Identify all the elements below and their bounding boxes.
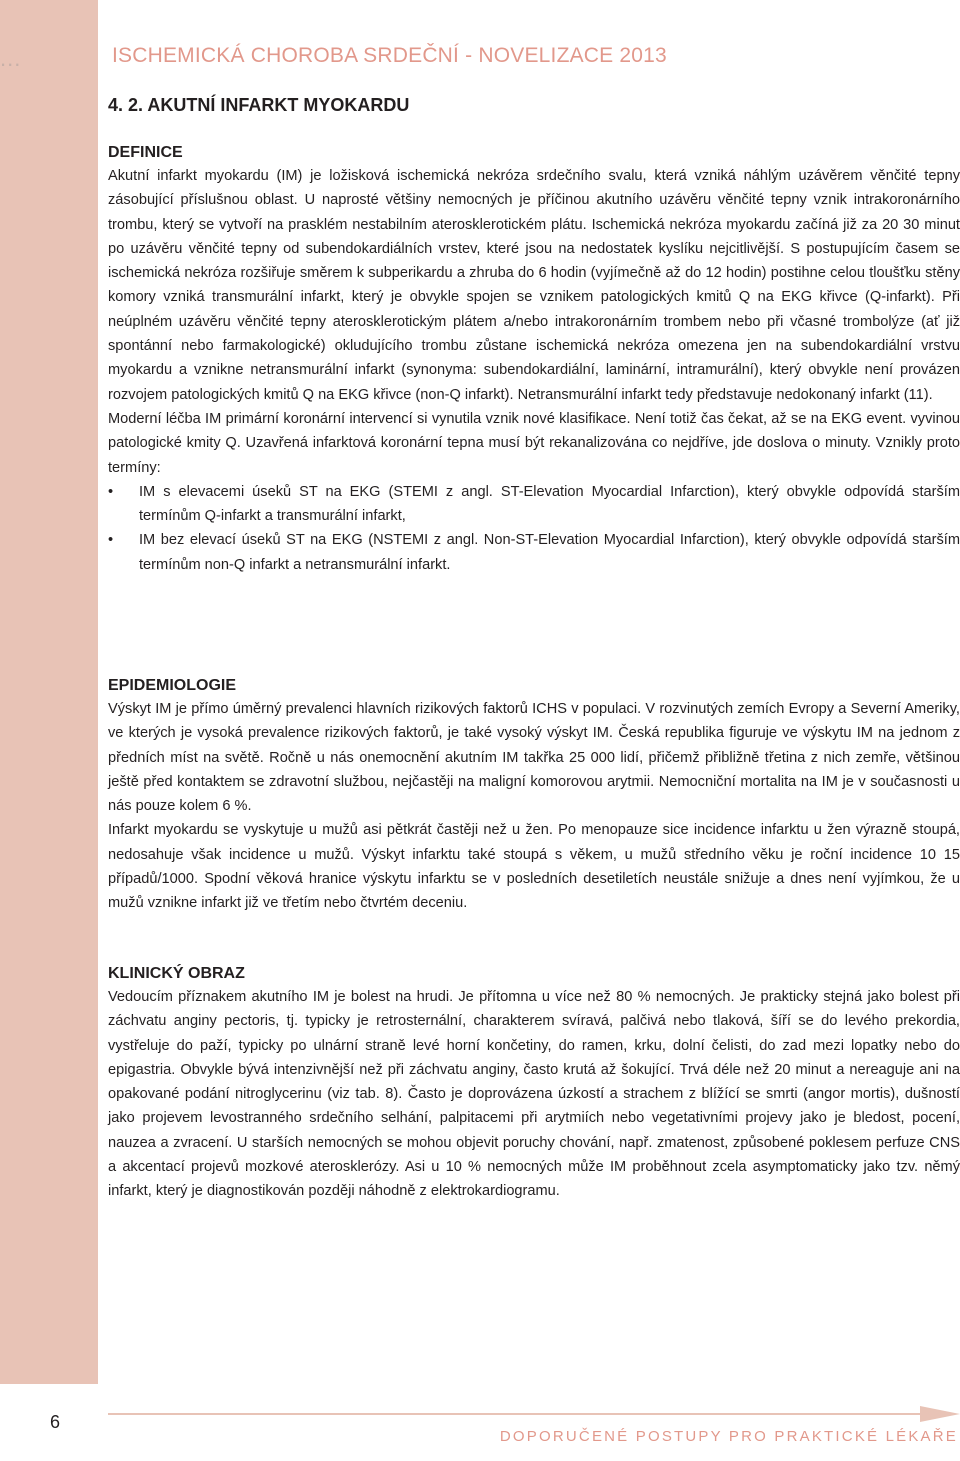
- epidemiologie-paragraph-1: Výskyt IM je přímo úměrný prevalenci hlavních rizikových faktorů ICHS v populaci. V rozvinutých zemích Evropy a Severní Ameriky, ve kterých je vysoká prevalence rizikových faktorů, je také vysoký výskyt IM. Česká republika figuruje ve výskytu IM na jednom z předních míst na světě. Ročně u nás onemocnění akutním IM takřka 25 000 lidí, přičemž přibližně třetina z nich zemře, většinou ještě před kontaktem se zdravotní službou, nejčastěji na maligní komorovou arytmii. Nemocniční mortalita na IM je v současnosti u nás pouze kolem 6 %.: [108, 701, 960, 815]
- klinicky-obraz-section: [108, 963, 960, 1204]
- page-number: 6: [50, 1412, 61, 1432]
- header-title: ISCHEMICKÁ CHOROBA SRDEČNÍ - NOVELIZACE 2013: [112, 44, 667, 67]
- definice-paragraph-1: Akutní infarkt myokardu (IM) je ložisková ischemická nekróza srdečního svalu, která vzniká náhlým uzávěrem věnčité tepny zásobující příslušnou oblast. U naprosté většiny nemocných je příčinou akutního uzávěru věnčité tepny vznik intrakoronárního trombu, který se vytvoří na prasklém nestabilním aterosklerotickém plátu. Ischemická nekróza myokardu začíná již za 20 30 minut po uzávěru věnčité tepny od subendokardiálních vrstev, které jsou na nedostatek kyslíku nejcitlivější. S postupujícím časem se ischemická nekróza rozšiřuje směrem k subperikardu a zhruba do 6 hodin (vyjímečně až do 12 hodin) postihne celou tloušťku stěny komory vzniká transmurální infarkt, který je obvykle spojen se vznikem patologických kmitů Q na EKG křivce (Q-infarkt). Při neúplném uzávěru věnčité tepny aterosklerotickým plátem a/nebo intrakoronárním trombem nebo při včasné trombolýze (ať již spontánní nebo farmakologické) okludujícího trombu zůstane ischemická nekróza omezena jen na subendokardiální vrstvu myokardu a vznikne netransmurální infarkt (synonyma: subendokardiální, laminární, intramurální), který obvykle není provázen rozvojem patologických kmitů Q na EKG křivce (non-Q infarkt). Netransmurální infarkt tedy představuje nedokonaný infarkt (11).: [108, 168, 960, 403]
- footer-text: DOPORUČENÉ POSTUPY PRO PRAKTICKÉ LÉKAŘE: [499, 1428, 958, 1445]
- definice-paragraph-2: Moderní léčba IM primární koronární intervencí si vynutila vznik nové klasifikace. Není totiž čas čekat, až se na EKG event. vyvinou patologické kmity Q. Uzavřená infarktová koronární tepna musí být rekanalizována co nejdříve, jde doslova o minuty. Vznikly proto termíny:: [108, 410, 960, 476]
- epidemiologie-heading: EPIDEMIOLOGIE: [108, 677, 237, 694]
- klinicky-obraz-paragraph: Vedoucím příznakem akutního IM je bolest na hrudi. Je přítomna u více než 80 % nemocných. Je prakticky stejná jako bolest při záchvatu anginy pectoris, tj. typicky je retrosternální, charakterem svíravá, palčivá nebo tlaková, šíří se do levého prekordia, vystřeluje do paží, typicky po ulnární straně levé horní končetiny, do ramen, krku, dolní čelisti, do zad mezi lopatky nebo do epigastria. Obvykle bývá intenzivnější než při záchvatu anginy, často krutá až šokující. Trvá déle než 20 minut a nereaguje ani na opakované podání nitroglycerinu (viz tab. 8). Často je doprovázena úzkostí a strachem z blížící se smrti (angor mortis), dušností jako projevem levostranného srdečního selhání, palpitacemi při arytmiích nebo vegetativními projevy jako je bledost, pocení, nauzea a zvracení. U starších nemocných se mohou objevit poruchy chování, např. zmatenost, způsobené poklesem perfuze CNS a akcentací projevů mozkové aterosklerózy. Asi u 10 % nemocných může IM proběhnout zcela asymptomaticky jako tzv. němý infarkt, který je diagnostikován později náhodně z elektrokardiogramu.: [108, 989, 960, 1200]
- decorative-side-bar: [0, 0, 98, 1461]
- definice-section: [108, 142, 960, 577]
- page-number-box: [0, 1384, 98, 1461]
- section-title: 4. 2. AKUTNÍ INFARKT MYOKARDU: [108, 95, 410, 115]
- header-dots: ...: [0, 46, 22, 71]
- definice-bullet-nstemi: • IM bez elevací úseků ST na EKG (NSTEMI z angl. Non-ST-Elevation Myocardial Infarction), který obvykle odpovídá starším termínům non-Q infarkt a netransmurální infarkt.: [108, 528, 960, 577]
- footer-arrow-line: [108, 1404, 960, 1424]
- epidemiologie-section: [108, 675, 960, 916]
- epidemiologie-paragraph-2: Infarkt myokardu se vyskytuje u mužů asi pětkrát častěji než u žen. Po menopauze sice incidence infarktu u žen výrazně stoupá, nedosahuje však incidence u mužů. Výskyt infarktu také stoupá s věkem, u mužů středního věku je roční incidence 10 15 případů/1000. Spodní věková hranice výskytu infarktu se v posledních desetiletích neustále snižuje a dnes není vyjímkou, že u mužů vznikne infarkt již ve třetím nebo čtvrtém deceniu.: [108, 822, 960, 912]
- definice-heading: DEFINICE: [108, 144, 183, 161]
- definice-bullet-stemi: • IM s elevacemi úseků ST na EKG (STEMI z angl. ST-Elevation Myocardial Infarction), který obvykle odpovídá starším termínům Q-infarkt a transmurální infarkt,: [108, 480, 960, 529]
- klinicky-obraz-heading: KLINICKÝ OBRAZ: [108, 965, 245, 982]
